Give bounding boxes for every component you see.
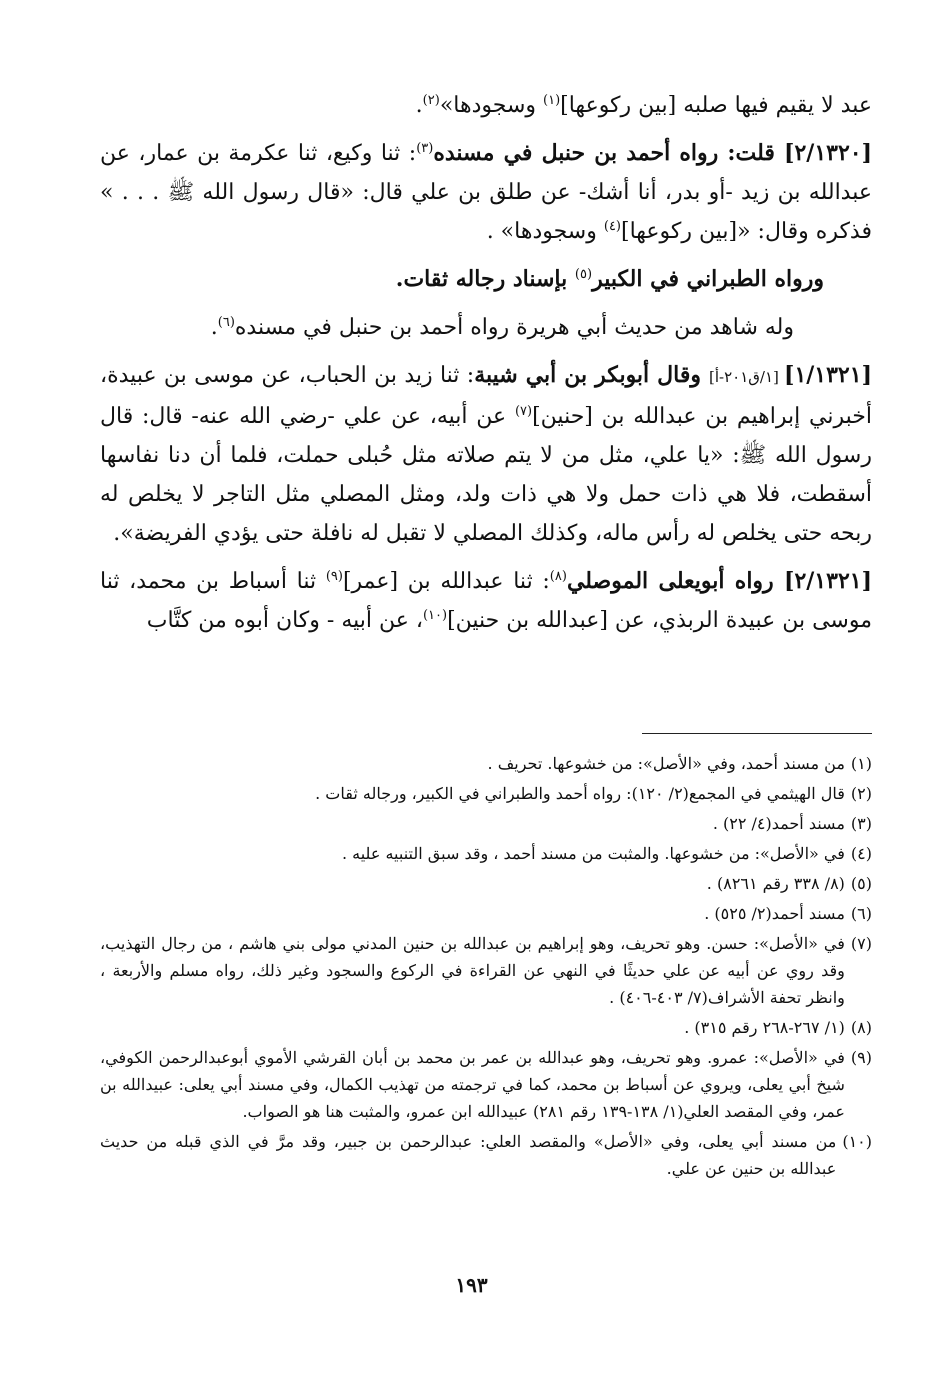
source-heading: ورواه الطبراني في الكبير <box>592 266 824 292</box>
paragraph-3 <box>100 260 872 299</box>
footnote-text: قال الهيثمي في المجمع(٢/ ١٢٠): رواه أحمد والطبراني في الكبير، ورجاله ثقات . <box>315 784 845 803</box>
footnote <box>100 840 872 867</box>
footnote-text: في «الأصل»: حسن. وهو تحريف، وهو إبراهيم بن عبدالله بن حنين المدني مولى بني هاشم ، من رجال التهذيب، وقد روي عن أبيه عن علي حديثًا في النهي عن القراءة في الركوع والسجود وغير ذلك، رواه مسلم والأربعة ، وانظر تحفة الأشراف(٧/ ٤٠٣-٤٠٦) . <box>100 934 845 1007</box>
footnotes <box>100 750 872 1185</box>
footnote-number: (٢) <box>850 784 872 803</box>
footnote-number: (٨) <box>850 1018 872 1037</box>
text: بإسناد رجاله ثقات. <box>395 266 575 292</box>
footnote-number: (٦) <box>850 904 872 923</box>
footnote-number: (١) <box>850 754 872 773</box>
footnote-text: مسند أحمد(٢/ ٥٢٥) . <box>704 904 845 923</box>
footnote-ref[interactable]: (٣) <box>416 141 434 156</box>
footnote-ref[interactable]: (٢) <box>422 93 440 108</box>
source-heading: رواه أبويعلى الموصلي <box>566 568 785 594</box>
text: : ثنا زيد بن الحباب، عن موسى بن عبيدة، أخبرني إبراهيم بن عبدالله بن [حنين] <box>100 363 872 429</box>
footnote <box>100 870 872 897</box>
footnote <box>100 900 872 927</box>
footnote-text: (١/ ٢٦٧-٢٦٨ رقم ٣١٥) . <box>684 1018 845 1037</box>
footnote-number: (٧) <box>850 934 872 953</box>
footnote-ref[interactable]: (٨) <box>549 569 567 584</box>
text: : ثنا وكيع، ثنا عكرمة بن عمار، عن عبدالله بن زيد -أو بدر، أنا أشك- عن طلق بن علي قال: «قال رسول الله ﷺ . . . » فذكره وقال: «[بين ركوعها] <box>100 141 872 244</box>
manuscript-ref: [١/ق٢٠١-أ] <box>709 368 785 386</box>
footnote-ref[interactable]: (١٠) <box>422 608 448 623</box>
footnote-number: (١٠) <box>842 1132 872 1151</box>
footnote-number: (٣) <box>850 814 872 833</box>
footnote-ref[interactable]: (٤) <box>603 219 621 234</box>
text: ثنا أسباط بن محمد، ثنا موسى بن عبيدة الربذي، عن [عبدالله بن حنين] <box>100 569 872 633</box>
footnote-ref[interactable]: (٩) <box>325 569 343 584</box>
footnote-ref[interactable]: (١) <box>543 93 561 108</box>
text: : ثنا عبدالله بن [عمر] <box>342 569 550 594</box>
hadith-number: [١/١٣٢١] <box>784 362 872 388</box>
footnote <box>100 780 872 807</box>
text: عن أبيه، عن علي -رضي الله عنه- قال: قال رسول الله ﷺ: «يا علي، مثل من لا يتم صلاته مثل حُبلى حملت، فلما أن دنا نفاسها أسقطت، فلا هي ذات حمل ولا هي ذات ولد، ومثل المصلي مثل التاجر لا يخلص له ربحه حتى يخلص له رأس ماله، وكذلك المصلي لا تقبل له نافلة حتى يؤدي الفريضة». <box>100 404 872 546</box>
hadith-number: [٢/١٣٢١] <box>784 568 872 594</box>
footnote <box>100 1014 872 1041</box>
paragraph-5 <box>100 356 872 553</box>
footnote <box>100 750 872 777</box>
footnote-text: مسند أحمد(٤/ ٢٢) . <box>712 814 845 833</box>
paragraph-4 <box>100 308 872 347</box>
text: . <box>415 93 423 118</box>
source-heading: قلت: رواه أحمد بن حنبل في مسنده <box>433 140 785 166</box>
paragraph-6 <box>100 562 872 640</box>
page-number: ١٩٣ <box>455 1273 488 1297</box>
footnote-ref[interactable]: (٥) <box>574 267 593 282</box>
footnote <box>100 1128 872 1182</box>
footnote <box>100 1044 872 1125</box>
source-heading: وقال أبوبكر بن أبي شيبة <box>474 362 710 388</box>
hadith-number: [٢/١٣٢٠] <box>784 140 873 166</box>
footnote <box>100 930 872 1011</box>
paragraph-1 <box>100 86 872 125</box>
footnote-number: (٥) <box>850 874 872 893</box>
text: وسجودها» . <box>486 219 604 244</box>
footnote-number: (٤) <box>850 844 872 863</box>
footnote-text: (٨/ ٣٣٨ رقم ٨٢٦١) . <box>706 874 845 893</box>
footnote-divider <box>642 733 872 734</box>
footnote <box>100 810 872 837</box>
paragraph-2 <box>100 134 872 251</box>
text: عبد لا يقيم فيها صلبه [بين ركوعها] <box>560 93 872 118</box>
footnote-text: في «الأصل»: عمرو. وهو تحريف، وهو عبدالله بن عمر بن محمد بن أبان القرشي الأموي أبوعبدالرحمن الكوفي، شيخ أبي يعلى، ويروي عن أسباط بن محمد، كما في ترجمته من تهذيب الكمال، وفي مسند أبي يعلى: عبيدالله بن عمر، وفي المقصد العلي(١/ ١٣٨-١٣٩ رقم ٢٨١) عبيدالله ابن عمرو، والمثبت هنا هو الصواب. <box>100 1048 845 1121</box>
footnote-text: في «الأصل»: من خشوعها. والمثبت من مسند أحمد ، وقد سبق التنبيه عليه . <box>341 844 845 863</box>
footnote-ref[interactable]: (٧) <box>514 404 533 419</box>
footnote-text: من مسند أبي يعلى، وفي «الأصل» والمقصد العلي: عبدالرحمن بن جبير، وقد مرَّ في الذي قبله من حديث عبدالله بن حنين عن علي. <box>100 1132 837 1178</box>
text: ، عن أبيه - وكان أبوه من كتَّاب <box>146 608 423 633</box>
text: . <box>210 315 218 340</box>
text: وله شاهد من حديث أبي هريرة رواه أحمد بن حنبل في مسنده <box>234 315 794 340</box>
main-text <box>100 86 872 649</box>
text: وسجودها» <box>439 93 543 118</box>
footnote-ref[interactable]: (٦) <box>217 315 235 330</box>
footnote-number: (٩) <box>850 1048 872 1067</box>
footnote-text: من مسند أحمد، وفي «الأصل»: من خشوعها. تحريف . <box>487 754 845 773</box>
